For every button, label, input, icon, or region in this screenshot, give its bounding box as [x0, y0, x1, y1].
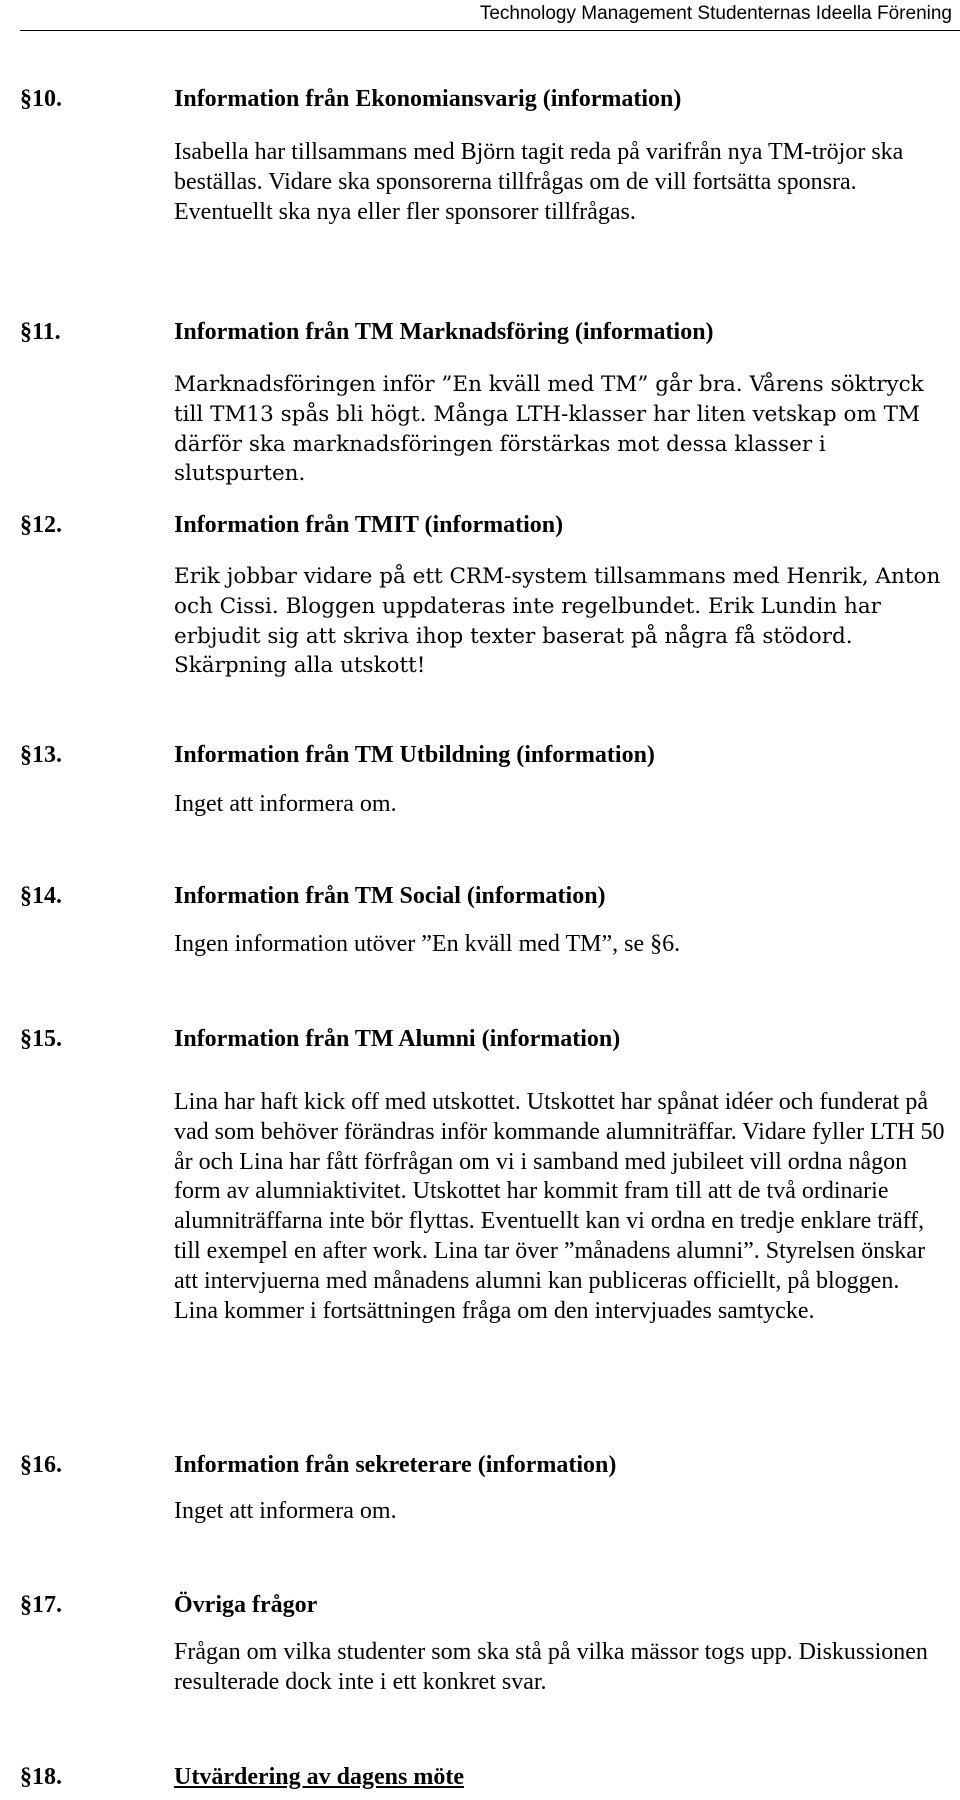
section-title: Information från TM Alumni (information) [174, 1026, 621, 1052]
section-title: Utvärdering av dagens möte [174, 1764, 464, 1790]
section-title: Information från TMIT (information) [174, 512, 564, 538]
section-title: Information från Ekonomiansvarig (information) [174, 86, 682, 112]
section-number: §11. [20, 319, 61, 345]
section-12-body: Erik jobbar vidare på ett CRM-system tillsammans med Henrik, Anton och Cissi. Bloggen uppdateras inte regelbundet. Erik Lundin har erbjudit sig att skriva ihop texter baserat på några få stödord. Skärpning alla utskott! [174, 564, 941, 679]
section-title: Information från TM Utbildning (information) [174, 742, 655, 768]
section-number: §14. [20, 883, 62, 909]
section-number: §17. [20, 1592, 62, 1618]
section-number: §12. [20, 512, 62, 538]
section-16-body: Inget att informera om. [174, 1498, 397, 1524]
section-10-body: Isabella har tillsammans med Björn tagit reda på varifrån nya TM-tröjor ska beställas. Vidare ska sponsorerna tillfrågas om de vill fortsätta sponsra. Eventuellt ska nya eller fler sponsorer tillfrågas. [174, 139, 904, 225]
section-15-body: Lina har haft kick off med utskottet. Utskottet har spånat idéer och funderat på vad som behöver förändras inför kommande alumniträffar. Vidare fyller LTH 50 år och Lina har fått förfrågan om vi i samband med jubileet vill ordna någon form av alumniaktivitet. Utskottet har kommit fram till att de två ordinarie alumniträffarna inte bör flyttas. Eventuellt kan vi ordna en tredje enklare träff, till exempel en after work. Lina tar över ”månadens alumni”. Styrelsen önskar att intervjuerna med månadens alumni kan publiceras officiellt, på bloggen. Lina kommer i fortsättningen fråga om den intervjuades samtycke. [174, 1089, 945, 1324]
section-number: §16. [20, 1452, 62, 1478]
section-number: §13. [20, 742, 62, 768]
section-title: Information från TM Marknadsföring (information) [174, 319, 714, 345]
header-divider [20, 30, 960, 31]
section-title: Information från TM Social (information) [174, 883, 606, 909]
section-14-body: Ingen information utöver ”En kväll med TM”, se §6. [174, 931, 681, 957]
section-title: Övriga frågor [174, 1592, 318, 1618]
section-17-body: Frågan om vilka studenter som ska stå på vilka mässor togs upp. Diskussionen resulterade dock inte i ett konkret svar. [174, 1639, 928, 1695]
organization-name: Technology Management Studenternas Ideella Förening [479, 3, 952, 24]
section-title: Information från sekreterare (information) [174, 1452, 617, 1478]
section-number: §15. [20, 1026, 62, 1052]
section-number: §18. [20, 1764, 62, 1790]
section-11-body: Marknadsföringen inför ”En kväll med TM” går bra. Vårens söktryck till TM13 spås bli högt. Många LTH-klasser har liten vetskap om TM därför ska marknadsföringen förstärkas mot dessa klasser i slutspurten. [174, 372, 924, 487]
section-number: §10. [20, 86, 62, 112]
page-header [0, 0, 960, 34]
section-13-body: Inget att informera om. [174, 791, 397, 817]
